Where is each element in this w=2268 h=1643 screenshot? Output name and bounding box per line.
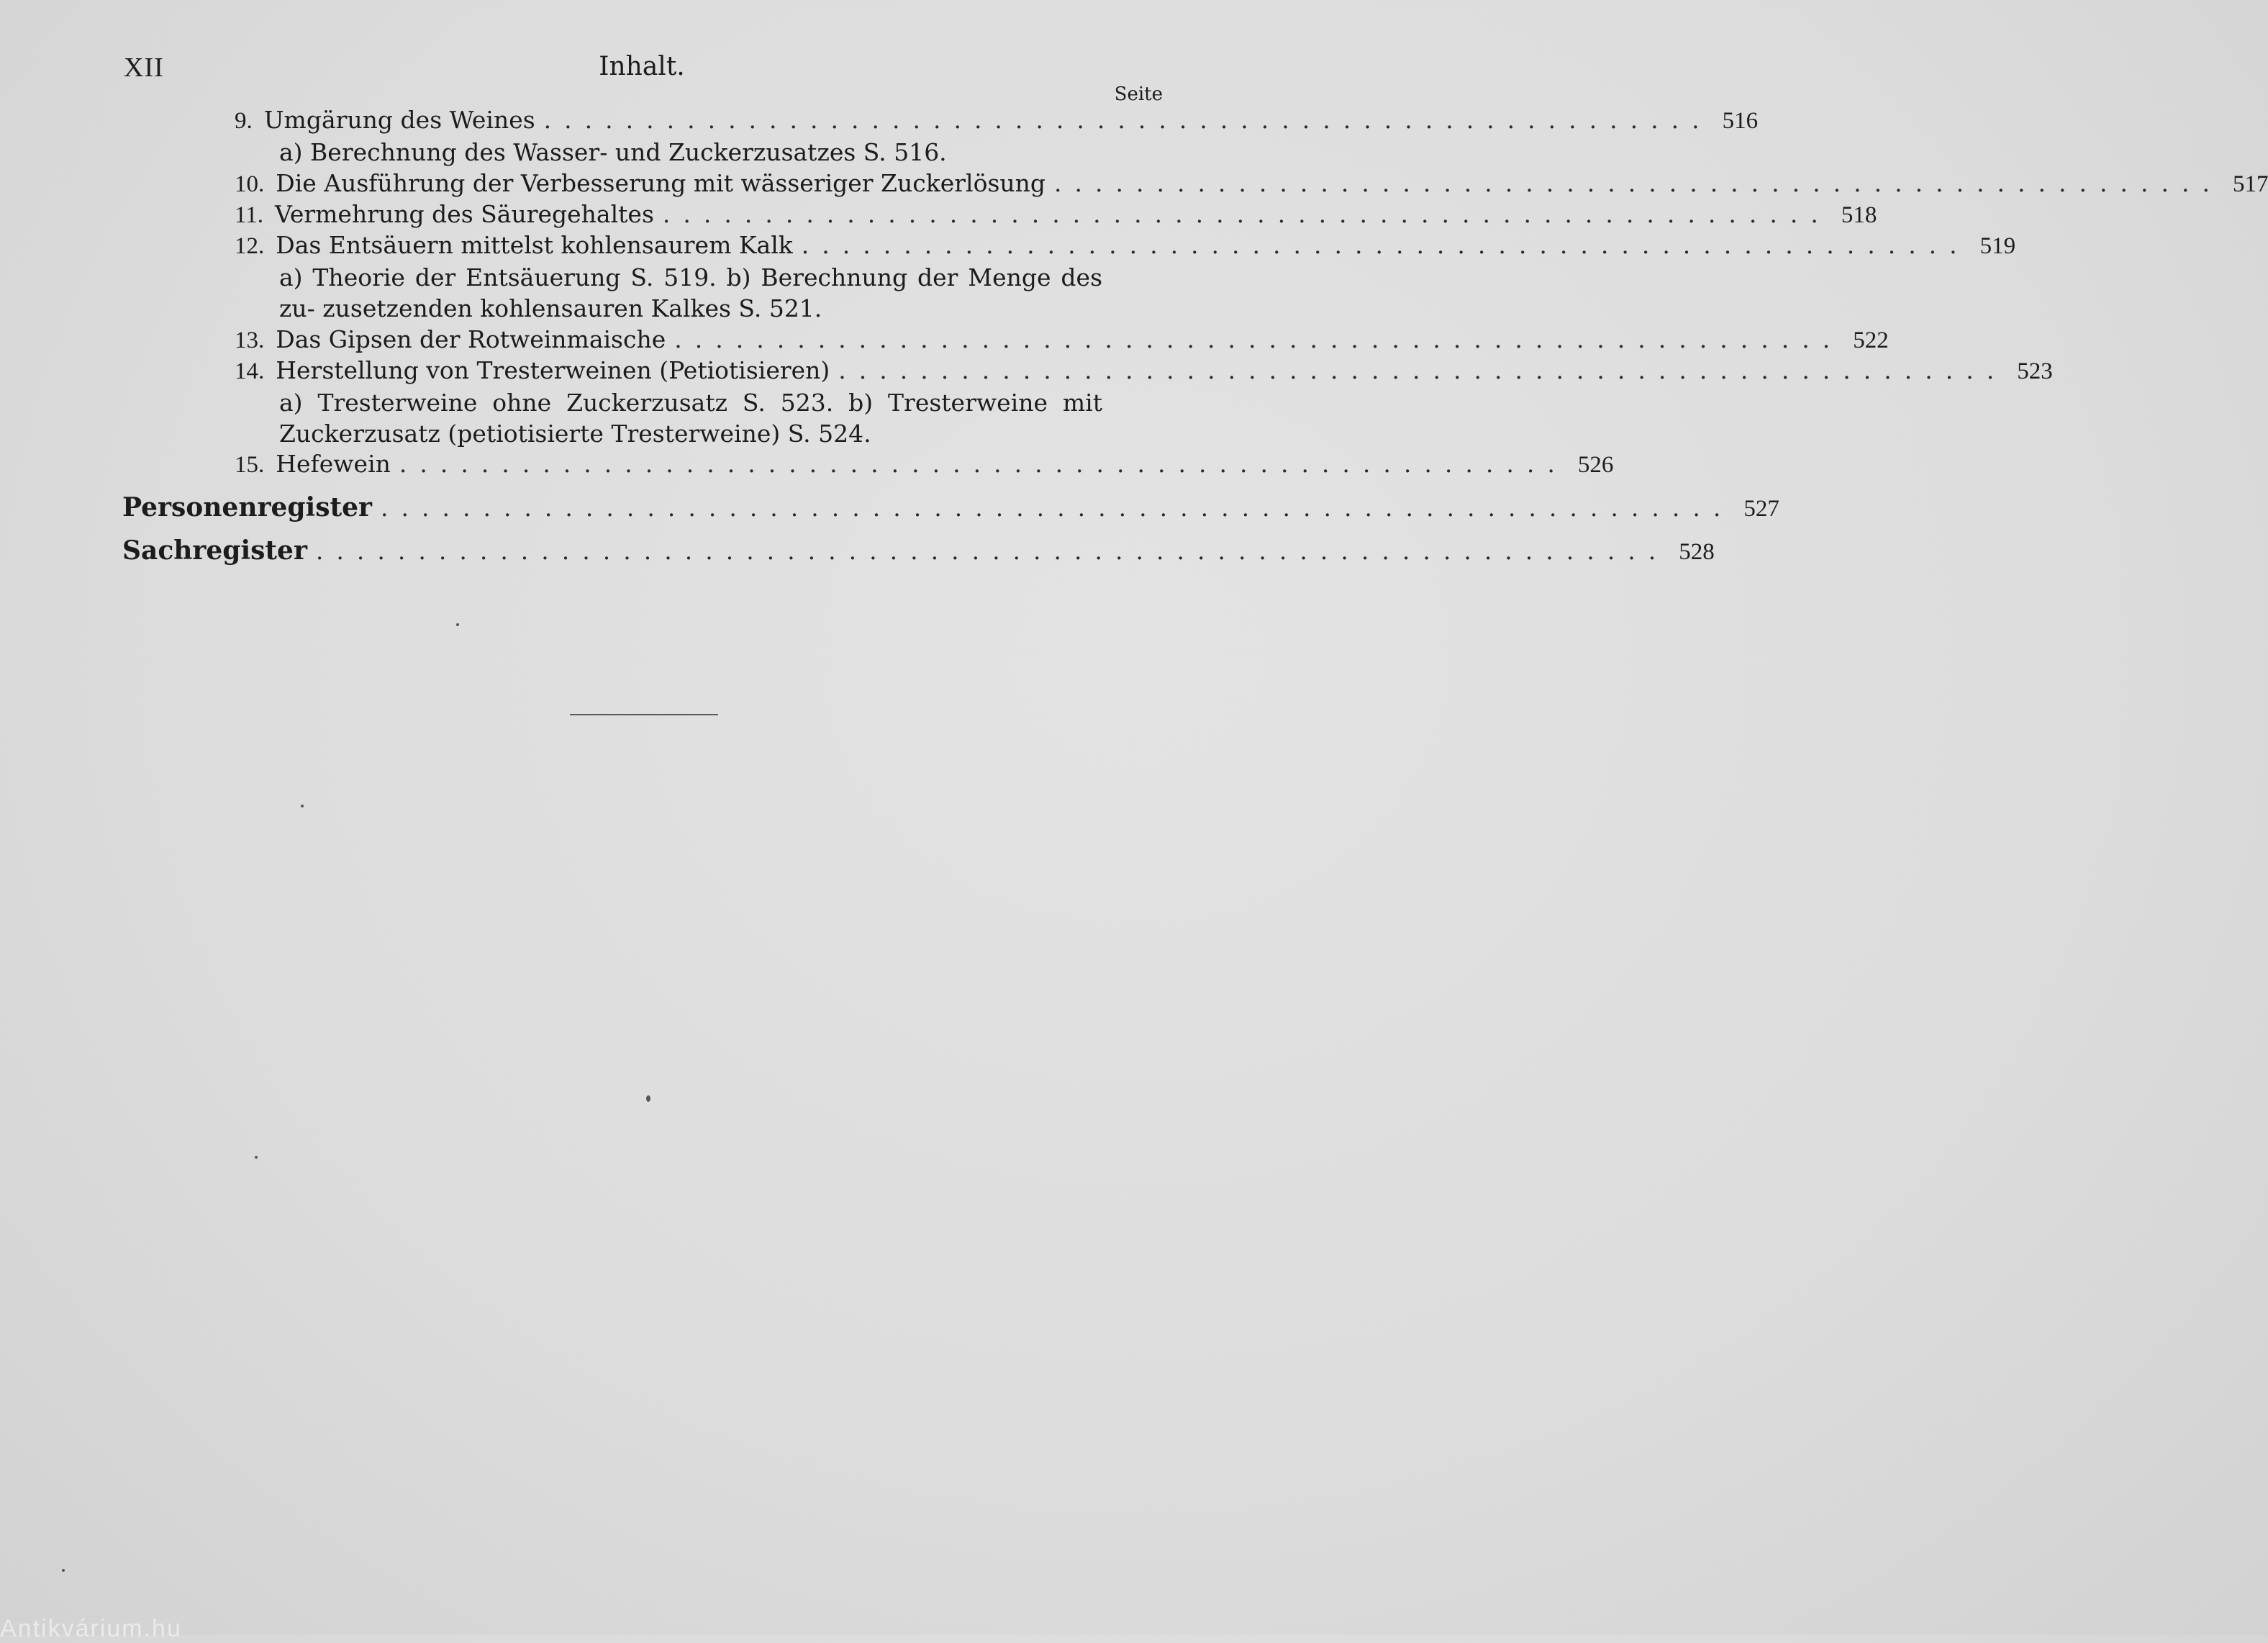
toc-entry xyxy=(235,199,1877,230)
toc-subentry: a) Tresterweine ohne Zuckerzusatz S. 523. b) Tresterweine mit Zuckerzusatz (petiotisierte Tresterweine) S. 524. xyxy=(279,389,1102,448)
toc-entry-number: 15. xyxy=(235,452,265,478)
toc-entry-number: 11. xyxy=(235,202,264,228)
closing-rule xyxy=(570,714,718,715)
dot-leader: ......................................................... xyxy=(1054,169,2223,197)
dot-leader: ......................................................... xyxy=(674,325,1843,353)
dot-leader: .................................................................. xyxy=(381,494,1734,522)
toc-register xyxy=(122,535,1715,567)
toc-entry-number: 10. xyxy=(235,171,265,197)
toc-entry-page: 523 xyxy=(2017,358,2053,384)
page-number: XII xyxy=(124,53,164,83)
toc-register xyxy=(122,492,1779,524)
toc-entry-page: 518 xyxy=(1841,202,1877,228)
page-column-label: Seite xyxy=(1114,83,1163,105)
toc-entry-page: 526 xyxy=(1577,452,1614,478)
toc-entry-page: 517 xyxy=(2232,171,2268,197)
paper-speck xyxy=(456,623,459,626)
toc-entry-title: Die Ausführung der Verbesserung mit wässeriger Zuckerlösung xyxy=(276,169,1046,197)
toc-entry-page: 519 xyxy=(1979,233,2016,259)
toc-entry-number: 9. xyxy=(235,108,253,134)
dot-leader: ......................................................... xyxy=(399,450,1568,478)
toc-register-page: 527 xyxy=(1743,496,1779,522)
dot-leader: ......................................................... xyxy=(662,200,1831,228)
toc-entry-number: 14. xyxy=(235,358,265,384)
toc-entry-number: 13. xyxy=(235,327,265,353)
toc-entry xyxy=(235,356,2053,386)
toc-entry xyxy=(235,325,1889,356)
toc-entry-page: 516 xyxy=(1722,108,1759,134)
toc-entry-title: Das Entsäuern mittelst kohlensaurem Kalk xyxy=(276,231,793,259)
dot-leader: .................................................................. xyxy=(315,537,1669,565)
toc-entry-title: Hefewein xyxy=(276,450,391,478)
toc-register-title: Personenregister xyxy=(122,492,372,522)
toc-subentry: a) Theorie der Entsäuerung S. 519. b) Berechnung der Menge des zu- zusetzenden kohlensauren Kalkes S. 521. xyxy=(279,263,1102,322)
toc-subentry: a) Berechnung des Wasser- und Zuckerzusatzes S. 516. xyxy=(279,138,947,166)
paper-speck xyxy=(301,805,304,807)
running-head: Inhalt. xyxy=(599,52,685,81)
toc-entry xyxy=(235,449,1614,480)
toc-entry xyxy=(235,105,1759,136)
dot-leader: ......................................................... xyxy=(838,356,2008,384)
toc-entry-title: Das Gipsen der Rotweinmaische xyxy=(276,325,666,353)
toc-entry-number: 12. xyxy=(235,233,265,259)
paper-speck xyxy=(255,1156,258,1159)
toc-entry-title: Umgärung des Weines xyxy=(263,106,535,134)
watermark: Antikvárium.hu xyxy=(0,1615,182,1642)
toc-register-title: Sachregister xyxy=(122,535,307,566)
paper-speck xyxy=(646,1095,650,1102)
toc-entry-page: 522 xyxy=(1853,327,1889,353)
dot-leader: ......................................................... xyxy=(543,106,1713,134)
paper-speck xyxy=(62,1569,65,1572)
toc-entry-title: Herstellung von Tresterweinen (Petiotisieren) xyxy=(276,356,830,384)
toc-entry-title: Vermehrung des Säuregehaltes xyxy=(275,200,654,228)
toc-entry xyxy=(235,230,2016,261)
dot-leader: ......................................................... xyxy=(801,231,1970,259)
toc-register-page: 528 xyxy=(1679,539,1715,565)
toc-entry xyxy=(235,168,2268,199)
